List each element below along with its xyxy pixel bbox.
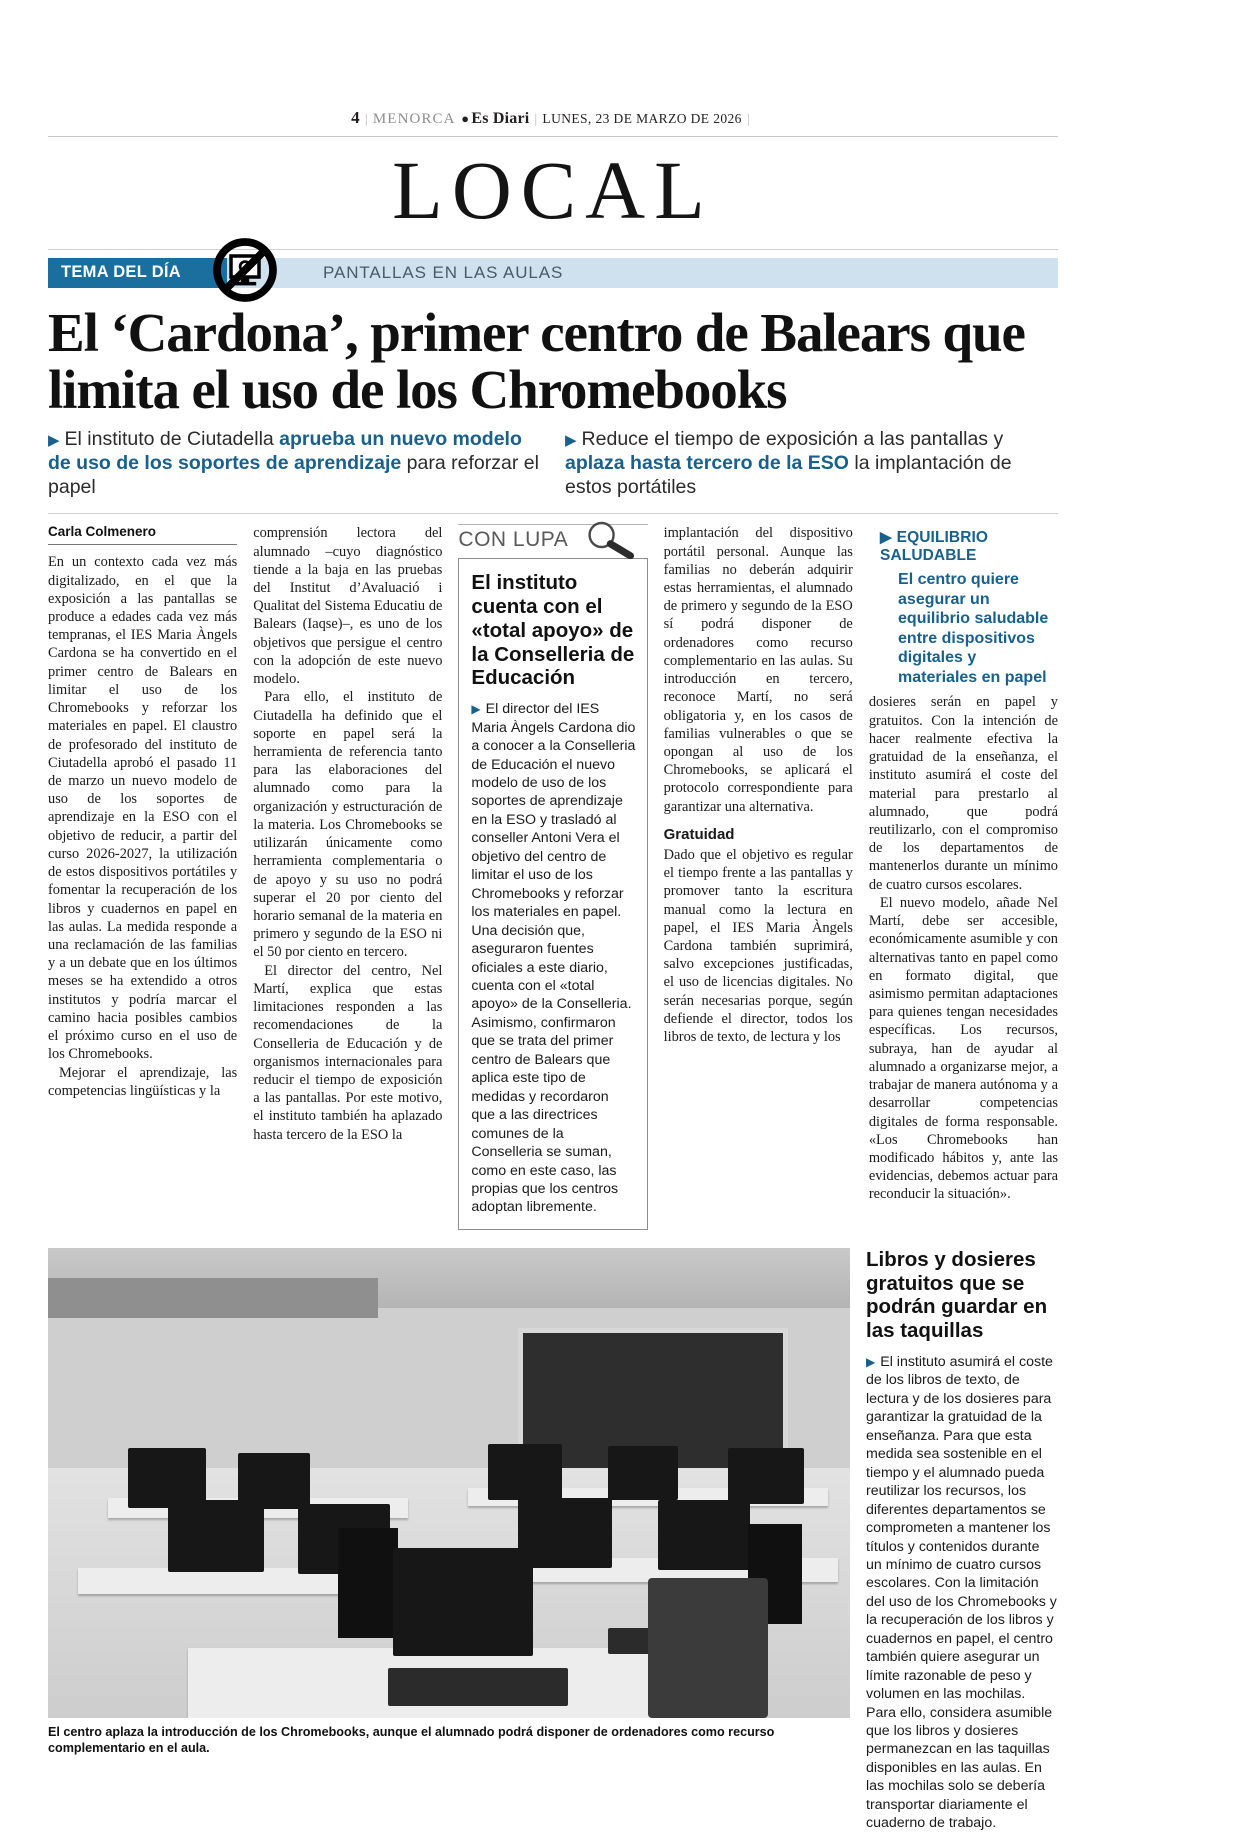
photo-caption: El centro aplaza la introducción de los Chromebooks, aunque el alumnado podrá disponer de ordenadores como recurso complementario en el aula.: [48, 1724, 775, 1755]
pull-quote-title-text: EQUILIBRIO SALUDABLE: [880, 529, 989, 565]
topic-tag: [48, 258, 227, 288]
subhead-gratuidad: Gratuidad: [663, 825, 735, 843]
deck-left-lead: El instituto de Ciutadella: [64, 428, 280, 451]
folio-divider-1: |: [364, 112, 368, 127]
deck-right-bold: aplaza hasta tercero de la ESO: [565, 451, 849, 474]
con-lupa-header: [458, 524, 647, 558]
page-number: 4: [351, 108, 360, 127]
deck-left: [48, 428, 541, 499]
deck: [48, 428, 1058, 513]
folio-brand: Es Diari: [471, 110, 530, 127]
column-2: [253, 524, 442, 1230]
topic-bar: [48, 258, 1058, 288]
triangle-icon: ▶: [880, 529, 892, 547]
con-lupa-title: El instituto cuenta con el «total apoyo» de la Conselleria de Educación: [471, 571, 635, 690]
paragraph: El nuevo modelo, añade Nel Martí, debe ser accesible, económicamente asumible y con alternativas tanto en papel como en formato digital, que asimismo permitan adaptaciones para quienes tengan necesidades específicas. Los recursos, subraya, han de ayudar al alumnado a organizarse mejor, a trabajar de manera autónoma y a desarrollar competencias digitales de forma responsable. «Los Chromebooks han modificado hábitos y, ante las evidencias, debemos actuar para reconducir la situación».: [868, 894, 1059, 1203]
paragraph: dosieres serán en papel y gratuitos. Con la intención de hacer realmente efectiva la gratuidad de la enseñanza, el instituto asumirá el coste del material para prestarlo al alumnado, que podrá reutilizarlo, con el compromiso de los departamentos de mantenerlos durante un mínimo de cuatro cursos escolares.: [868, 694, 1059, 893]
page-title: LOCAL: [392, 144, 714, 236]
paragraph: El director del centro, Nel Martí, explica que estas limitaciones responden a las recomendaciones de la Conselleria de Educación y de organismos internacionales para reducir el tiempo de exposición a las pantallas. Por este motivo, el instituto también ha aplazado hasta tercero de la ESO la: [253, 962, 443, 1143]
deck-rule: [48, 513, 1058, 514]
con-lupa-box: [458, 558, 647, 1230]
side-box-text: El instituto asumirá el coste de los libros de texto, de lectura y de los dosieres para garantizar la gratuidad de la enseñanza. Para que esta medida sea sostenible en el tiempo y el alumnado pueda reutilizar los recursos, los diferentes departamentos se comprometen a mantener los títulos y contenidos durante un mínimo de cuatro cursos escolares. Con la limitación del uso de los Chromebooks y la recuperación de los libros y cuadernos en papel, el centro también quiere asegurar un límite razonable de peso y volumen en las mochilas. Para ello, considera asumible que los libros y dosieres permanezcan en las taquillas disponibles en las aulas. En las mochilas solo se debería transportar diariamente el cuaderno de trabajo.: [866, 1353, 1057, 1832]
column-4: [664, 524, 853, 1230]
deck-right-tail: la implantación de estos portátiles: [565, 451, 1012, 498]
topic-tag-label: TEMA DEL DÍA: [61, 263, 182, 282]
pull-quote: [880, 528, 1058, 687]
topic-strip-label: PANTALLAS EN LAS AULAS: [323, 262, 564, 282]
con-lupa-paragraph: [471, 700, 635, 1217]
byline: Carla Colmenero: [48, 524, 237, 545]
con-lupa-label: CON LUPA: [458, 528, 569, 552]
pull-quote-title: [880, 528, 1058, 565]
deck-right-lead: Reduce el tiempo de exposición a las pantallas y: [581, 428, 1004, 451]
deck-left-tail: para reforzar el papel: [48, 451, 539, 498]
triangle-icon: ▶: [866, 1354, 876, 1369]
triangle-icon: ▶: [565, 432, 577, 450]
section-rule: [48, 249, 1058, 250]
folio-date: LUNES, 23 DE MARZO DE 2026: [542, 111, 742, 126]
headline: El ‘Cardona’, primer centro de Balears que limita el uso de los Chromebooks: [48, 301, 1025, 420]
photo-row: [48, 1248, 1058, 1833]
pull-quote-text: El centro quiere asegurar un equilibrio saludable entre dispositivos digitales y materiales en papel: [898, 571, 1049, 686]
deck-left-bold: aprueba un nuevo modelo de uso de los soportes de aprendizaje: [48, 428, 522, 474]
side-box: [866, 1248, 1058, 1833]
deck-right: [565, 428, 1058, 499]
folio-line: [48, 108, 1058, 134]
page-sheet: [48, 108, 1058, 1833]
paragraph: Mejorar el aprendizaje, las competencias lingüísticas y la: [48, 1064, 238, 1099]
side-box-title: Libros y dosieres gratuitos que se podrán guardar en las taquillas: [866, 1247, 1048, 1343]
magnifier-icon: [584, 519, 640, 559]
paragraph: Para ello, el instituto de Ciutadella ha definido que el soporte en papel será la herramienta de referencia tanto para las elaboraciones del alumnado como para la organización y estructuración de la materia. Los Chromebooks se utilizarán únicamente como herramienta complementaria o de apoyo y su uso no podrá superar el 20 por ciento del horario semanal de la materia en primero y segundo de la ESO ni el 50 por ciento en tercero.: [253, 689, 443, 961]
paragraph: comprensión lectora del alumnado –cuyo diagnóstico tiende a la baja en las pruebas del Institut d’Avaluació i Qualitat del Sistema Educatiu de Balears (Iaqse)–, es uno de los objetivos que persigue el centro con la adopción de este nuevo modelo.: [253, 525, 443, 688]
folio-divider-3: |: [746, 112, 750, 127]
folio-divider-2: |: [534, 112, 538, 127]
paragraph: En un contexto cada vez más digitalizado, en el que la exposición a las pantallas se produce a edades cada vez más tempranas, el IES Maria Àngels Cardona se ha convertido en el primer centro de Balears en limitar el uso de los Chromebooks y reforzar los materiales en papel. El claustro de profesorado del instituto de Ciutadella aprobó el pasado 11 de marzo un nuevo modelo de uso de los soportes de aprendizaje en la ESO con el objetivo de reducir, a partir del curso 2026-2027, la utilización de estos dispositivos portátiles y fomentar la recuperación de los libros y cuadernos en papel en las aulas. La medida responde a una reclamación de las familias y a un debate que en los últimos meses se ha extendido a otros institutos y podría marcar el camino hacia posibles cambios el próximo curso en el uso de los Chromebooks.: [48, 554, 238, 1063]
con-lupa-text: El director del IES Maria Àngels Cardona dio a conocer a la Conselleria de Educación el nuevo modelo de uso de los soportes de aprendizaje en la ESO y trasladó al conseller Antoni Vera el objetivo del centro de limitar el uso de los Chromebooks y reforzar los materiales en papel. Una decisión que, aseguraron fuentes oficiales a este diario, cuenta con el «total apoyo» de la Conselleria. Asimismo, confirmaron que se trata del primer centro de Balears que aplica este tipo de medidas y recordaron que a las directrices comunes de la Conselleria se suman, como en este caso, las propias que los centros adoptan libremente.: [471, 701, 636, 1216]
folio-bullet: ●: [461, 111, 470, 126]
topic-strip: [227, 258, 1058, 288]
article-photo: [48, 1248, 850, 1718]
paragraph: implantación del dispositivo portátil personal. Aunque las familias no deberán adquirir estas herramientas, el alumnado de primero y segundo de la ESO sí podrá disponer de ordenadores como recurso complementario en las aulas. Su introducción en tercero, reconoce Martí, no será obligatoria y, en los casos de familias vulnerables o que se opongan al uso de los Chromebooks, se aplicará el protocolo correspondiente para garantizar una alternativa.: [663, 525, 853, 815]
article-columns: [48, 524, 1058, 1230]
paragraph: Dado que el objetivo es regular el tiempo frente a las pantallas y promover tanto la escritura manual como la lectura en papel, el IES Maria Àngels Cardona también suprimirá, salvo excepciones justificadas, el uso de licencias digitales. No serán necesarias porque, según defiende el director, todos los libros de texto, de lectura y los: [663, 846, 853, 1046]
photo-wrap: [48, 1248, 850, 1833]
column-3-con-lupa: [458, 524, 647, 1230]
side-box-paragraph: [866, 1353, 1058, 1833]
section-word-wrap: [48, 137, 1058, 237]
triangle-icon: ▶: [471, 702, 481, 717]
column-1: [48, 524, 237, 1230]
folio-section: MENORCA: [372, 111, 456, 127]
triangle-icon: ▶: [48, 432, 60, 450]
column-5: [869, 524, 1058, 1230]
no-screen-icon: [210, 235, 280, 305]
